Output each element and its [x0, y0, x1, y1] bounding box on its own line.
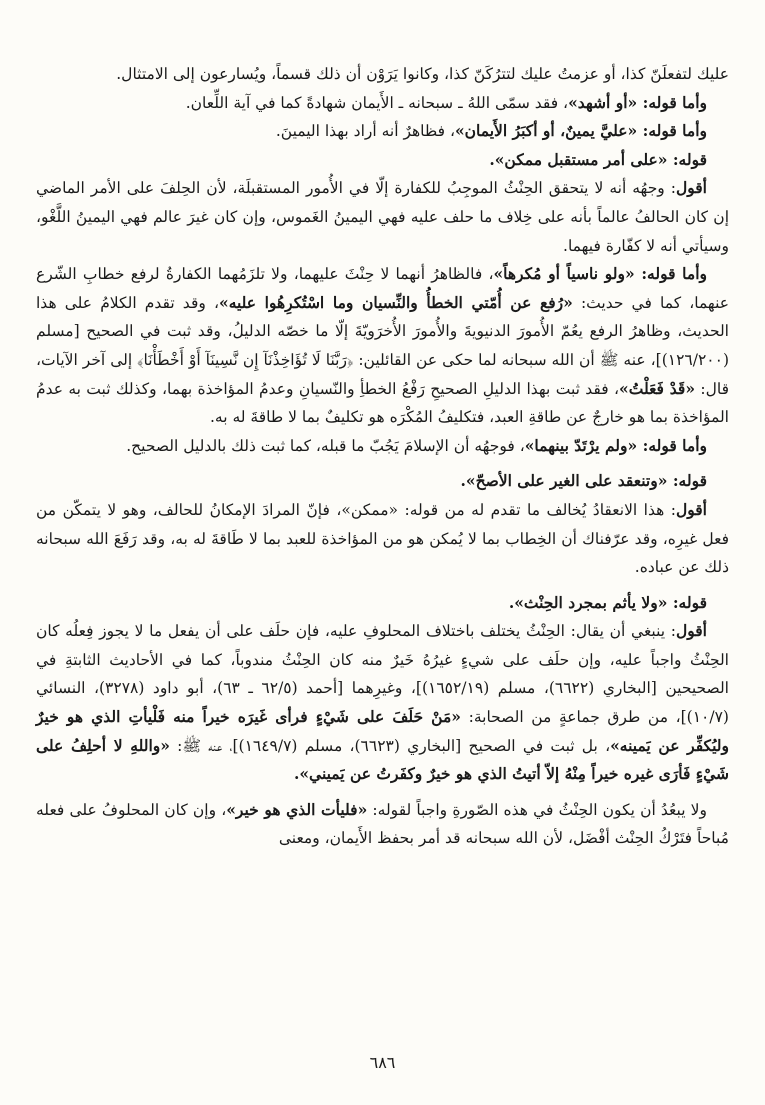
text-run: وأما قوله: «عليَّ يمينٌ، أو أكبَرُ الأَيمان»	[454, 121, 707, 141]
paragraph	[36, 117, 729, 146]
text-run: «مَنْ حَلَفَ على شَيْءٍ فرأى غَيرَه خيراً منه فَلْيأتِ الذي هو خيرٌ وليُكفِّر عن يَمينه»	[36, 707, 729, 755]
text-run: قوله: «وتنعقد على الغير على الأصحّ».	[460, 471, 707, 491]
text-run: وأما قوله: «ولو ناسياً أو مُكرهاً»	[493, 264, 707, 284]
text-run: «واللهِ لا أحلِفُ على شَيْءٍ فَأرَى غيره خيراً مِنْهُ إلاّ أتيتُ الذي هو خيرٌ وكفَرتُ عن يَميني».	[36, 735, 729, 784]
paragraph	[36, 260, 729, 432]
page-body	[36, 60, 729, 853]
page-number: ٦٨٦	[369, 1053, 396, 1072]
text-run: «رُفع عن أُمّتي الخطأُ والنِّسيان وما اسْتُكرِهُوا عليه»	[219, 292, 573, 312]
text-run: أقول	[676, 178, 707, 198]
text-run: ، فالظاهرُ أنهما لا حِنْثَ عليهما، ولا تلزَمُهما الكفارةُ لرفع خطابِ الشّرع عنهما، كما في حديث:	[36, 265, 729, 312]
text-run: «قَدْ فَعَلْتُ»	[619, 378, 696, 398]
text-run: ، وقد تقدم الكلامُ على هذا الحديث، وظاهرُ الرفع يعُمّ الأُمورَ الدنيويةَ والأُمورَ الأُخرَويّةَ إلّا ما خصّه الدليلُ، وقد ثبت في الصحيح [مسلم (١٢٦/٢٠٠)]، عنه ﷺ أن الله سبحانه لما حكى عن القائلين: ﴿رَبَّنَا لَا تُؤَاخِذْنَآ إِن نَّسِينَآ أَوْ أَخْطَأْنَا﴾ إلى آخر الآيات، قال:	[36, 293, 729, 398]
text-run: قوله: «على أمر مستقبل ممكن».	[489, 149, 707, 169]
paragraph	[36, 432, 729, 461]
text-run: «فليأت الذي هو خير»	[226, 799, 368, 819]
text-run: ، فظاهرٌ أنه أراد بهذا اليمينَ.	[275, 122, 455, 141]
paragraph	[36, 617, 729, 789]
text-run: ، بل ثبت في الصحيح [البخاري (٦٦٢٣)، مسلم (١٦٤٩/٧)]، عنه ﷺ:	[169, 736, 611, 755]
paragraph	[36, 89, 729, 118]
paragraph	[36, 796, 729, 853]
text-run: : وجهُه أنه لا يتحقق الحِنْثُ الموجِبُ للكفارة إلّا في الأُمور المستقبلَة، لأن الحِلفَ على الأمر الماضي إن كان الحالفُ عالماً بأنه على خِلاف ما حلف عليه فهي اليمينُ الغَموس، وإن كان غيرَ عالم فهي اليمينُ اللَّغْو، وسيأتي أنه لا كفّارة فيهما.	[36, 179, 729, 255]
text-run: ، وإن كان المحلوفُ على فعله مُباحاً فتَرْكُ الحِنْث أفْضَل، لأن الله سبحانه قد أمر بحفظ الأَيمان، ومعنى	[36, 800, 729, 848]
text-run: أقول	[676, 621, 707, 641]
text-run: أقول	[676, 499, 707, 519]
text-run: وأما قوله: «أو أشهد»	[568, 92, 707, 112]
text-run: ، فوجهُه أن الإسلامَ يَجُبّ ما قبله، كما ثبت ذلك بالدليل الصحيح.	[126, 436, 525, 455]
text-run: : هذا الانعقادُ يُخالف ما تقدم له من قوله: «ممكن»، فإنّ المرادَ الإمكانُ للحالف، وهو لا يتمكّن من فعل غيرِه، وقد عرّفناك أن الخِطاب بما لا يُمكن هو من المؤاخذة للعبد بما لا طَاقةَ له به، وقد رَفَعَ الله سبحانه ذلك عن عباده.	[36, 500, 729, 577]
paragraph	[36, 589, 729, 618]
text-run: قوله: «ولا يأثم بمجرد الحِنْث».	[508, 592, 707, 612]
paragraph	[36, 60, 729, 89]
paragraph	[36, 146, 729, 175]
text-run: عليك لتفعلَنّ كذا، أو عزمتُ عليك لتترُكَنّ كذا، وكانوا يَرَوْن أن ذلك قسماً، ويُسارعون إلى الامتثال.	[116, 65, 729, 83]
text-run: ، فقد ثبت بهذا الدليلِ الصحيحِ رَفْعُ الخطأِ والنّسيانِ وعدمُ المؤاخذة بهما، وكذلك ثبت به عدمُ المؤاخذة بما هو خارجٌ عن طاقةِ العبد، فتكليفُ المُكْرَه هو تكليفٌ بما لا طاقةَ له به.	[36, 379, 729, 427]
text-run: ولا يبعُدُ أن يكون الحِنْثُ في هذه الصّورةِ واجباً لقوله:	[367, 800, 707, 819]
text-run: وأما قوله: «ولم يرْتَدّ بينهما»	[524, 435, 707, 455]
paragraph	[36, 467, 729, 496]
paragraph	[36, 496, 729, 582]
text-run: : ينبغي أن يقال: الحِنْثُ يختلف باختلاف المحلوفِ عليه، فإن حلَف على أن يفعل ما لا يجوز فِعلُه كان الحِنْثُ واجباً عليه، وإن حلَف على شيءٍ غيرُهُ خَيرٌ منه كان الحِنْثُ مندوباً، كما في الأحاديث الثابتةِ في الصحيحين [البخاري (٦٦٢٢)، مسلم (١٦٥٢/١٩)]، وغيرِهما [أحمد (٦٢/٥ ـ ٦٣)، أبو داود (٣٢٧٨)، النسائي (١٠/٧)]، من طرق جماعةٍ من الصحابة:	[36, 622, 729, 727]
paragraph	[36, 174, 729, 260]
text-run: ، فقد سمّى اللهُ ـ سبحانه ـ الأَيمان شهادةً كما في آية اللِّعان.	[185, 93, 569, 112]
